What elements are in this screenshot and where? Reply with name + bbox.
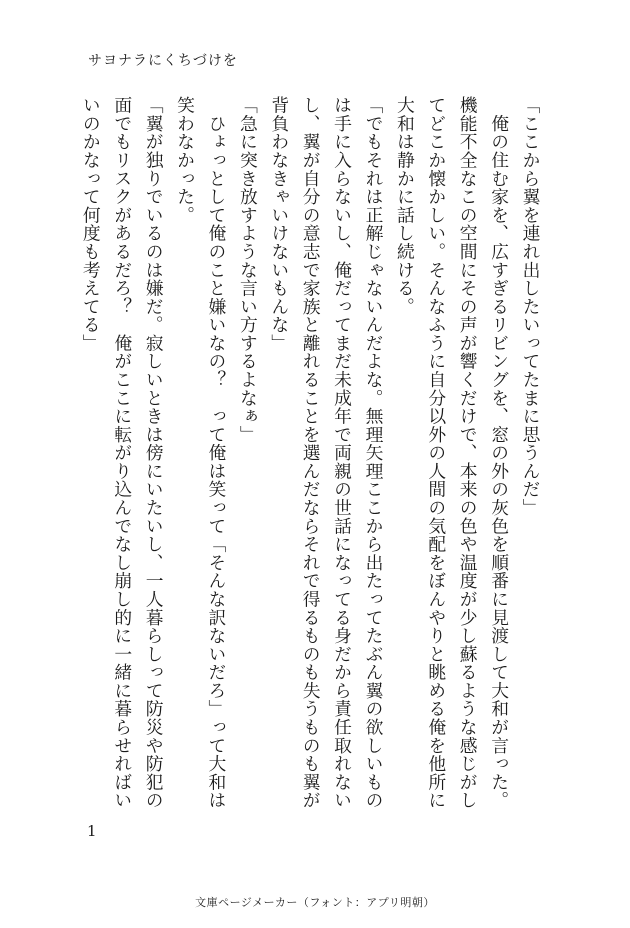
text-line: 笑わなかった。 [174, 96, 196, 225]
text-line: は手に入らないし、俺だってまだ未成年で両親の世話になってる身だから責任取れない [331, 96, 353, 810]
page-title: サヨナラにくちづけを [88, 53, 238, 69]
text-line: 面でもリスクがあるだろ？ 俺がここに転がり込んでなし崩し的に一緒に暮らせればい [111, 96, 133, 810]
text-line: し、翼が自分の意志で家族と離れることを選んだならそれで得るものも失うものも翼が [300, 96, 322, 810]
text-line: 「ここから翼を連れ出したいってたまに思うんだ」 [520, 96, 541, 517]
text-line: ひょっとして俺のこと嫌いなの？ って俺は笑って「そんな訳ないだろ」って大和は [205, 96, 227, 810]
text-line: 背負わなきゃいけないもんな」 [268, 96, 290, 353]
text-line: 俺の住む家を、広すぎるリビングを、窓の外の灰色を順番に見渡して大和が言った。 [488, 96, 510, 810]
text-line: 機能不全なこの空間にその声が響くだけで、本来の色や温度が少し蘇るような感じがし [457, 96, 479, 810]
vertical-body-text [80, 96, 546, 810]
text-line: てどこか懐かしい。そんなふうに自分以外の人間の気配をぼんやりと眺める俺を他所に [425, 96, 447, 810]
page-number: 1 [87, 822, 97, 840]
text-line: 「急に突き放すような言い方するよなぁ」 [237, 96, 259, 444]
text-line: 「でもそれは正解じゃないんだよな。無理矢理ここから出たってたぶん翼の欲しいもの [362, 96, 384, 810]
text-line: 「翼が独りでいるのは嫌だ。寂しいときは傍にいたいし、一人暮らしって防災や防犯の [143, 96, 165, 810]
app-credit: 文庫ページメーカー（フォント：アプリ明朝） [195, 896, 435, 909]
text-line: いのかなって何度も考えてる」 [80, 96, 102, 353]
text-line: 大和は静かに話し続ける。 [394, 96, 416, 316]
